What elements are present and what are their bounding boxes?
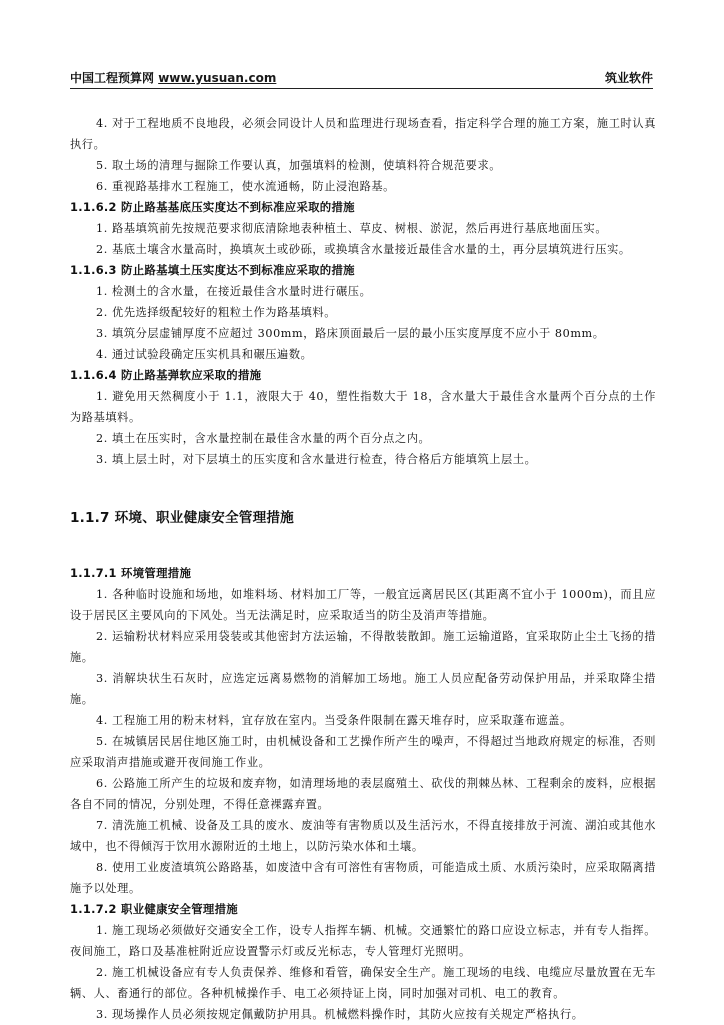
paragraph: 4. 通过试验段确定压实机具和碾压遍数。 — [96, 348, 313, 361]
paragraph: 5. 在城镇居民居住地区施工时，由机械设备和工艺操作所产生的噪声，不得超过当地政府规定的标准，否则应采取消声措施或避开夜间施工作业。 — [70, 735, 656, 769]
paragraph: 3. 填上层土时，对下层填土的压实度和含水量进行检查，待合格后方能填筑上层土。 — [96, 453, 537, 466]
header-site-name: 中国工程预算网 — [70, 71, 159, 85]
section-heading: 1.1.7.2 职业健康安全管理措施 — [70, 902, 238, 916]
paragraph: 1. 各种临时设施和场地，如堆料场、材料加工厂等，一般宜远离居民区(其距离不宜小于 1000m)，而且应设于居民区主要风向的下风处。当无法满足时，应采取适当的防尘及消声等措施。 — [70, 588, 656, 622]
paragraph: 6. 重视路基排水工程施工，使水流通畅，防止浸泡路基。 — [96, 180, 395, 193]
paragraph: 3. 填筑分层虚铺厚度不应超过 300mm，路床顶面最后一层的最小压实度厚度不应小于 80mm。 — [96, 327, 605, 340]
paragraph: 2. 填土在压实时，含水量控制在最佳含水量的两个百分点之内。 — [96, 432, 431, 445]
paragraph: 8. 使用工业废渣填筑公路路基，如废渣中含有可溶性有害物质，可能造成土质、水质污染时，应采取隔离措施予以处理。 — [70, 861, 656, 895]
paragraph: 6. 公路施工所产生的垃圾和废弃物，如清理场地的表层腐殖土、砍伐的荆棘丛林、工程剩余的废料，应根据各自不同的情况，分别处理，不得任意裸露弃置。 — [70, 777, 656, 811]
paragraph: 2. 优先选择级配较好的粗粒土作为路基填料。 — [96, 306, 336, 319]
paragraph: 1. 施工现场必须做好交通安全工作，设专人指挥车辆、机械。交通繁忙的路口应设立标志，并有专人指挥。夜间施工，路口及基准桩附近应设置警示灯或反光标志，专人管理灯光照明。 — [70, 924, 656, 958]
paragraph: 1. 检测土的含水量，在接近最佳含水量时进行碾压。 — [96, 285, 372, 298]
paragraph: 4. 对于工程地质不良地段，必须会同设计人员和监理进行现场查看，指定科学合理的施工方案，施工时认真执行。 — [70, 117, 656, 151]
section-heading: 1.1.6.3 防止路基填土压实度达不到标准应采取的措施 — [70, 263, 355, 277]
paragraph: 2. 基底土壤含水量高时，换填灰土或砂砾，或换填含水量接近最佳含水量的土，再分层填筑进行压实。 — [96, 243, 631, 256]
section-heading: 1.1.7.1 环境管理措施 — [70, 566, 192, 580]
paragraph: 7. 清洗施工机械、设备及工具的废水、废油等有害物质以及生活污水，不得直接排放于河流、湖泊或其他水域中，也不得倾泻于饮用水源附近的土地上，以防污染水体和土壤。 — [70, 819, 656, 853]
paragraph: 5. 取土场的清理与掘除工作要认真，加强填料的检测，使填料符合规范要求。 — [96, 159, 502, 172]
paragraph: 4. 工程施工用的粉末材料，宜存放在室内。当受条件限制在露天堆存时，应采取蓬布遮盖。 — [96, 714, 572, 727]
header-brand: 筑业软件 — [604, 71, 653, 85]
chapter-heading: 1.1.7 环境、职业健康安全管理措施 — [70, 510, 294, 526]
paragraph: 2. 运输粉状材料应采用袋装或其他密封方法运输，不得散装散卸。施工运输道路，宜采取防止尘土飞扬的措施。 — [70, 630, 656, 664]
paragraph: 1. 路基填筑前先按规范要求彻底清除地表种植土、草皮、树根、淤泥，然后再进行基底地面压实。 — [96, 222, 608, 235]
section-heading: 1.1.6.4 防止路基弹软应采取的措施 — [70, 368, 262, 382]
paragraph: 1. 避免用天然稠度小于 1.1，液限大于 40，塑性指数大于 18，含水量大于最佳含水量两个百分点的土作为路基填料。 — [70, 390, 656, 424]
paragraph: 2. 施工机械设备应有专人负责保养、维修和看管，确保安全生产。施工现场的电线、电缆应尽量放置在无车辆、人、畜通行的部位。各种机械操作手、电工必须持证上岗，同时加强对司机、电工的教育。 — [70, 966, 656, 1000]
header-site — [70, 69, 276, 88]
header-site-url[interactable]: www.yusuan.com — [158, 71, 277, 85]
paragraph: 3. 消解块状生石灰时，应选定远离易燃物的消解加工场地。施工人员应配备劳动保护用品，并采取降尘措施。 — [70, 672, 656, 706]
section-heading: 1.1.6.2 防止路基基底压实度达不到标准应采取的措施 — [70, 200, 355, 214]
document-body — [70, 113, 656, 1025]
paragraph: 3. 现场操作人员必须按规定佩戴防护用具。机械燃料操作时，其防火应按有关规定严格执行。 — [96, 1008, 584, 1021]
page-header — [70, 68, 653, 89]
